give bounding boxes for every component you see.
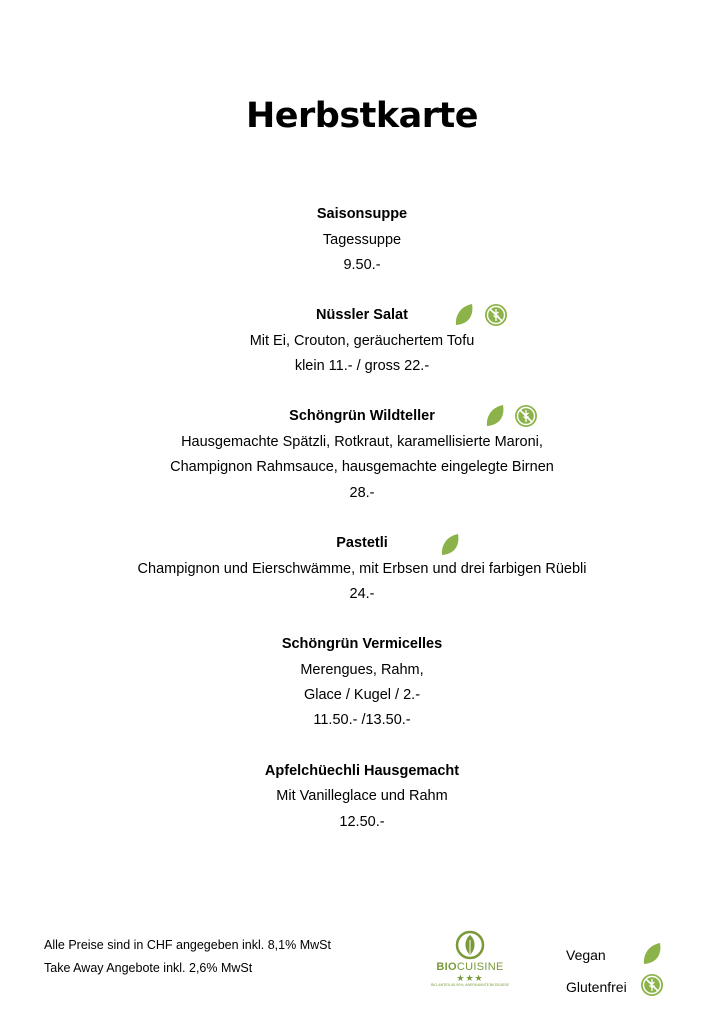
dish-name-saisonsuppe: Saisonsuppe: [316, 206, 408, 222]
dish-description: Hausgemachte Spätzli, Rotkraut, karamellisierte Maroni,: [181, 434, 543, 450]
dish-name-apfelchuechli: Apfelchüechli Hausgemacht: [264, 763, 460, 779]
dish-price: 12.50.-: [339, 814, 385, 830]
bio-cuisine-logo: [430, 930, 510, 1004]
dish-description: Mit Vanilleglace und Rahm: [276, 788, 448, 804]
dish-price: 9.50.-: [343, 257, 381, 273]
takeaway-note: Take Away Angebote inkl. 2,6% MwSt: [44, 961, 253, 975]
vegan-leaf-icon: [484, 404, 506, 428]
bio-cuisine-emblem-icon: [455, 930, 485, 960]
dish-description: Glace / Kugel / 2.-: [303, 687, 421, 703]
dish-description: Mit Ei, Crouton, geräuchertem Tofu: [249, 333, 475, 349]
page-title: Herbstkarte: [245, 96, 479, 136]
dish-name-pastetli: Pastetli: [336, 535, 388, 551]
dish-name-vermicelles: Schöngrün Vermicelles: [281, 636, 443, 652]
dish-description: Merengues, Rahm,: [300, 662, 424, 678]
dish-description: Tagessuppe: [322, 232, 402, 248]
logo-stars: ★★★: [456, 973, 484, 983]
dish-price: 28.-: [349, 485, 375, 501]
dish-price: klein 11.- / gross 22.-: [294, 358, 430, 374]
price-note: Alle Preise sind in CHF angegeben inkl. 8,1% MwSt: [44, 938, 331, 952]
vegan-leaf-icon: [641, 942, 663, 966]
gluten-free-icon: [640, 973, 664, 997]
dish-description: Champignon und Eierschwämme, mit Erbsen und drei farbigen Rüebli: [137, 561, 587, 577]
logo-fine-print: BIO-ANTEIL 60-90%, ANERKANNTE BIOSUISSE: [431, 983, 509, 987]
gluten-free-icon: [484, 303, 508, 327]
dish-name-nuessler-salat: Nüssler Salat: [316, 307, 408, 323]
legend-glutenfree-label: Glutenfrei: [566, 979, 627, 995]
vegan-leaf-icon: [439, 533, 461, 557]
dish-price: 24.-: [349, 586, 375, 602]
dish-name-wildteller: Schöngrün Wildteller: [289, 408, 435, 424]
dish-description: Champignon Rahmsauce, hausgemachte eingelegte Birnen: [170, 459, 554, 475]
dish-price: 11.50.- /13.50.-: [313, 712, 411, 728]
gluten-free-icon: [514, 404, 538, 428]
legend-vegan-label: Vegan: [566, 947, 606, 963]
logo-brand: BIOCUISINE: [436, 961, 504, 973]
vegan-leaf-icon: [453, 303, 475, 327]
